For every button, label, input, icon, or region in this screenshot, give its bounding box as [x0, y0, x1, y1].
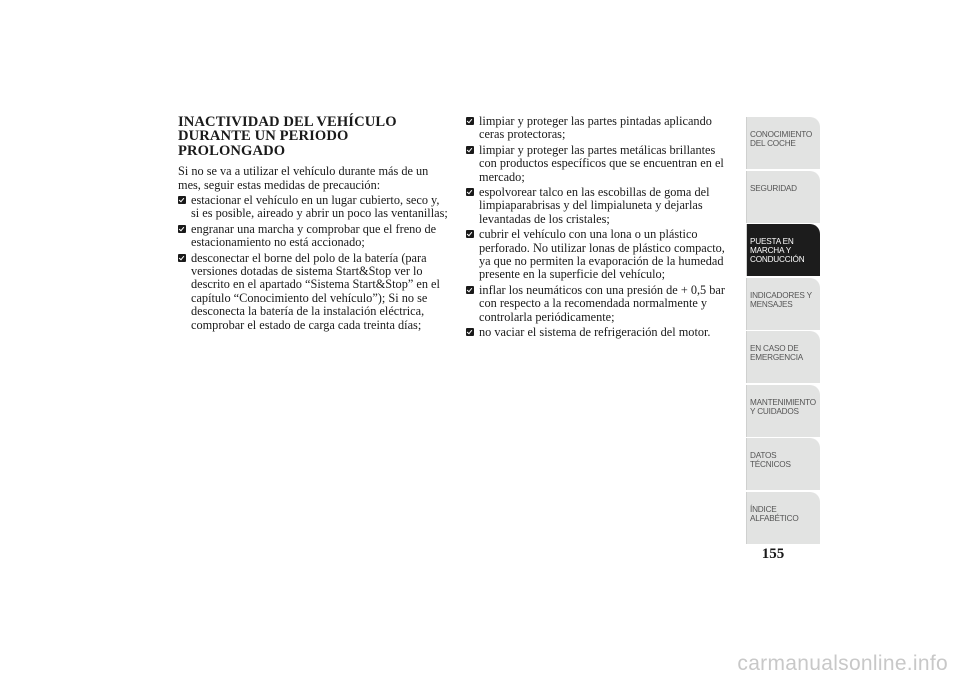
tab-indice-alfabetico[interactable]: [746, 492, 820, 544]
tab-label: DATOS TÉCNICOS: [750, 451, 791, 469]
checkbox-bullet-icon: [466, 286, 474, 294]
tab-conocimiento-del-coche[interactable]: [746, 117, 820, 169]
intro-paragraph: Si no se va a utilizar el vehículo durante más de un mes, seguir estas medidas de precaución:: [178, 164, 429, 192]
tab-label: MANTENIMIENTO Y CUIDADOS: [750, 397, 816, 416]
tab-mantenimiento-y-cuidados[interactable]: [746, 385, 820, 437]
list-item-text: espolvorear talco en las escobillas de goma del limpiaparabrisas y del limpialuneta y dejarlas levantadas de los cristales;: [479, 185, 710, 226]
tab-label: EN CASO DE EMERGENCIA: [750, 344, 804, 362]
list-item: [178, 223, 450, 250]
list-item-text: cubrir el vehículo con una lona o un plástico perforado. No utilizar lonas de plástico compacto, ya que no permiten la evaporación de la humedad presente en la superficie del vehículo;: [479, 227, 725, 282]
checkbox-bullet-icon: [466, 230, 474, 238]
chapter-tabs: [746, 117, 820, 545]
list-item: [466, 186, 734, 226]
tab-label: INDICADORES Y MENSAJES: [750, 290, 812, 309]
title-line-3: PROLONGADO: [178, 142, 286, 159]
list-item: [178, 252, 450, 332]
list-item-text: estacionar el vehículo en un lugar cubierto, seco y, si es posible, aireado y abrir un poco las ventanillas;: [191, 193, 448, 221]
title-line-1: INACTIVIDAD DEL VEHÍCULO: [178, 114, 397, 130]
list-item: [466, 284, 734, 324]
tab-seguridad[interactable]: [746, 171, 820, 223]
left-column: [178, 115, 450, 334]
checkbox-bullet-icon: [178, 225, 186, 233]
tab-label: CONOCIMIENTO DEL COCHE: [750, 130, 813, 148]
list-item: [466, 144, 734, 184]
checkbox-bullet-icon: [178, 196, 186, 204]
tab-indicadores-y-mensajes[interactable]: [746, 278, 820, 330]
section-title: [178, 115, 450, 158]
page-number: 155: [761, 546, 785, 562]
checkbox-bullet-icon: [466, 328, 474, 336]
tab-datos-tecnicos[interactable]: [746, 438, 820, 490]
title-line-2: DURANTE UN PERIODO: [178, 128, 349, 145]
checkbox-bullet-icon: [466, 146, 474, 154]
list-item-text: limpiar y proteger las partes metálicas brillantes con productos específicos que se encuentran en el mercado;: [479, 142, 724, 184]
list-item-text: desconectar el borne del polo de la batería (para versiones dotadas de sistema Start&Stop ver lo descrito en el apartado “Sistema Start&Stop” en el capítulo “Conocimiento del vehículo”); Si no se desconecta la batería de la instalación eléctrica, comprobar el estado de carga cada treinta días;: [191, 250, 440, 332]
list-item-text: limpiar y proteger las partes pintadas aplicando ceras protectoras;: [479, 114, 712, 142]
list-item: [466, 115, 734, 142]
list-item-text: no vaciar el sistema de refrigeración del motor.: [479, 325, 711, 340]
list-item: [466, 326, 734, 339]
tab-label: ÍNDICE ALFABÉTICO: [750, 504, 799, 523]
checkbox-bullet-icon: [178, 254, 186, 262]
checkbox-bullet-icon: [466, 188, 474, 196]
precaution-list-left: [178, 194, 450, 332]
tab-label: SEGURIDAD: [750, 183, 797, 193]
tab-en-caso-de-emergencia[interactable]: [746, 331, 820, 383]
checkbox-bullet-icon: [466, 117, 474, 125]
list-item-text: engranar una marcha y comprobar que el freno de estacionamiento no está accionado;: [191, 221, 437, 250]
list-item: [178, 194, 450, 221]
list-item-text: inflar los neumáticos con una presión de + 0,5 bar con respecto a la recomendada normalmente y controlarla periódicamente;: [479, 282, 725, 324]
watermark: carmanualsonline.info: [737, 652, 948, 675]
right-column: [466, 115, 734, 342]
precaution-list-right: [466, 115, 734, 340]
tab-puesta-en-marcha[interactable]: [746, 224, 820, 276]
tab-label: PUESTA EN MARCHA Y CONDUCCIÓN: [750, 237, 805, 264]
list-item: [466, 228, 734, 282]
